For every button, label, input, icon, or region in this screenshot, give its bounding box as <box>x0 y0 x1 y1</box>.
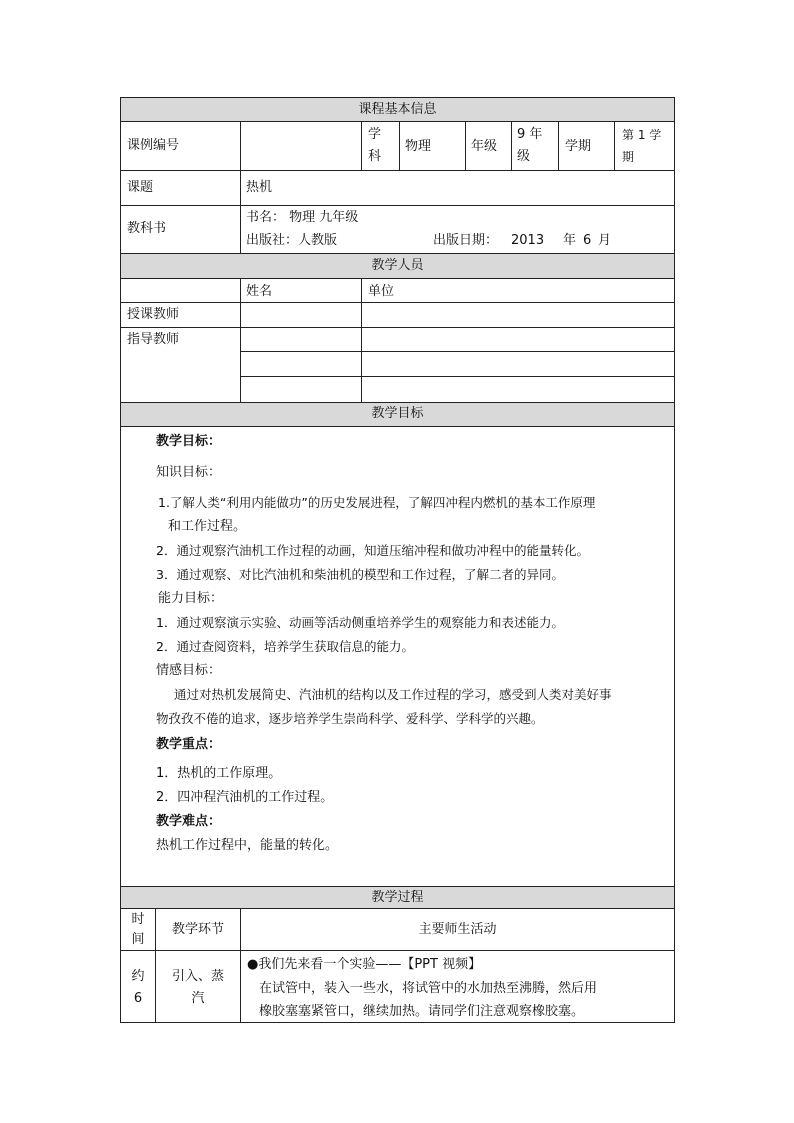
table-rule <box>120 327 675 328</box>
table-rule <box>399 121 400 170</box>
row-stage-line2: 汽 <box>191 991 205 1006</box>
knowledge-goal-1-line1: 1.了解人类“利用内能做功”的历史发展进程，了解四冲程内燃机的基本工作原理 <box>158 495 596 510</box>
goals-heading: 教学目标： <box>156 434 222 449</box>
textbook-year-unit: 年 <box>563 233 577 248</box>
emotion-goal-line2: 物孜孜不倦的追求，逐步培养学生崇尚科学、爱科学、学科学的兴趣。 <box>156 711 544 726</box>
table-rule <box>614 121 615 170</box>
time-header-line2: 间 <box>131 932 145 947</box>
section-staff-title: 教学人员 <box>371 258 424 273</box>
subject-value: 物理 <box>405 139 432 154</box>
table-rule <box>511 121 512 170</box>
table-rule <box>120 278 675 279</box>
topic-label: 课题 <box>127 180 154 195</box>
section-process-title: 教学过程 <box>371 890 424 905</box>
section-basic-title: 课程基本信息 <box>358 102 437 117</box>
stage-header: 教学环节 <box>171 922 224 937</box>
section-goals-title: 教学目标 <box>371 406 424 421</box>
table-rule <box>120 402 675 403</box>
ability-goal-2: 2．通过查阅资料，培养学生获取信息的能力。 <box>156 639 414 654</box>
table-rule <box>240 121 241 253</box>
grade-value-line1: 9 年 <box>517 127 543 142</box>
textbook-month-unit: 月 <box>598 233 612 248</box>
grade-label: 年级 <box>471 139 498 154</box>
textbook-label: 教科书 <box>127 221 167 236</box>
table-rule <box>361 121 362 170</box>
table-rule <box>120 253 675 254</box>
difficulty-heading: 教学难点： <box>156 814 222 829</box>
key-point-1: 1．热机的工作原理。 <box>156 766 282 781</box>
table-rule <box>361 278 362 402</box>
textbook-book-line: 书名： 物理 九年级 <box>246 210 359 225</box>
knowledge-goal-3: 3．通过观察、对比汽油机和柴油机的模型和工作过程，了解二者的异同。 <box>156 567 564 582</box>
textbook-pub-date-label: 出版日期： <box>433 233 499 248</box>
ability-goals-heading: 能力目标： <box>158 591 224 606</box>
table-rule <box>240 376 675 377</box>
textbook-pub-month: 6 <box>583 233 592 248</box>
emotion-goals-heading: 情感目标： <box>156 663 222 678</box>
grade-value-line2: 级 <box>517 149 531 164</box>
row-activity-line3: 橡胶塞塞紧管口，继续加热。请同学们注意观察橡胶塞。 <box>259 1004 585 1019</box>
key-points-heading: 教学重点： <box>156 737 222 752</box>
row-stage-line1: 引入、蒸 <box>171 969 224 984</box>
row-time-line2: 6 <box>133 991 143 1006</box>
time-header-line1: 时 <box>131 912 145 927</box>
knowledge-goal-2: 2．通过观察汽油机工作过程的动画，知道压缩冲程和做功冲程中的能量转化。 <box>156 543 589 558</box>
table-rule <box>465 121 466 170</box>
table-border-left <box>120 97 121 1023</box>
table-rule <box>240 278 241 402</box>
row-time-line1: 约 <box>131 969 145 984</box>
row-activity-line2: 在试管中，装入一些水，将试管中的水加热至沸腾，然后用 <box>259 981 598 996</box>
teacher-label: 授课教师 <box>127 307 180 322</box>
ability-goal-1: 1．通过观察演示实验、动画等活动侧重培养学生的观察能力和表述能力。 <box>156 615 564 630</box>
staff-unit-header: 单位 <box>368 284 395 299</box>
table-border-bottom <box>120 1022 675 1023</box>
term-label: 学期 <box>565 139 592 154</box>
staff-name-header: 姓名 <box>246 284 273 299</box>
difficulty-text: 热机工作过程中，能量的转化。 <box>156 838 339 853</box>
knowledge-goal-1-line2: 和工作过程。 <box>168 519 247 534</box>
table-rule <box>120 170 675 171</box>
subject-label-line2: 科 <box>368 149 382 164</box>
knowledge-goals-heading: 知识目标： <box>156 465 222 480</box>
table-rule <box>120 205 675 206</box>
table-rule <box>240 351 675 352</box>
table-rule <box>558 121 559 170</box>
table-rule <box>120 886 675 887</box>
textbook-pub-year: 2013 <box>511 233 545 248</box>
case-number-label: 课例编号 <box>127 138 180 153</box>
textbook-publisher: 出版社：人教版 <box>246 233 338 248</box>
activity-header: 主要师生活动 <box>418 922 497 937</box>
table-rule <box>120 908 675 909</box>
topic-value: 热机 <box>246 180 273 195</box>
mentor-label: 指导教师 <box>127 332 180 347</box>
table-rule <box>120 121 675 122</box>
term-value-line2: 期 <box>622 150 635 164</box>
row-activity-line1: ●我们先来看一个实验——【PPT 视频】 <box>247 957 482 972</box>
table-border-right <box>674 97 675 1023</box>
key-point-2: 2．四冲程汽油机的工作过程。 <box>156 790 334 805</box>
emotion-goal-line1: 通过对热机发展简史、汽油机的结构以及工作过程的学习，感受到人类对美好事 <box>174 687 612 702</box>
table-rule <box>120 426 675 427</box>
subject-label-line1: 学 <box>368 127 382 142</box>
table-rule <box>120 950 675 951</box>
table-rule <box>120 302 675 303</box>
table-border-top <box>120 97 675 98</box>
term-value-line1: 第 1 学 <box>622 128 662 142</box>
